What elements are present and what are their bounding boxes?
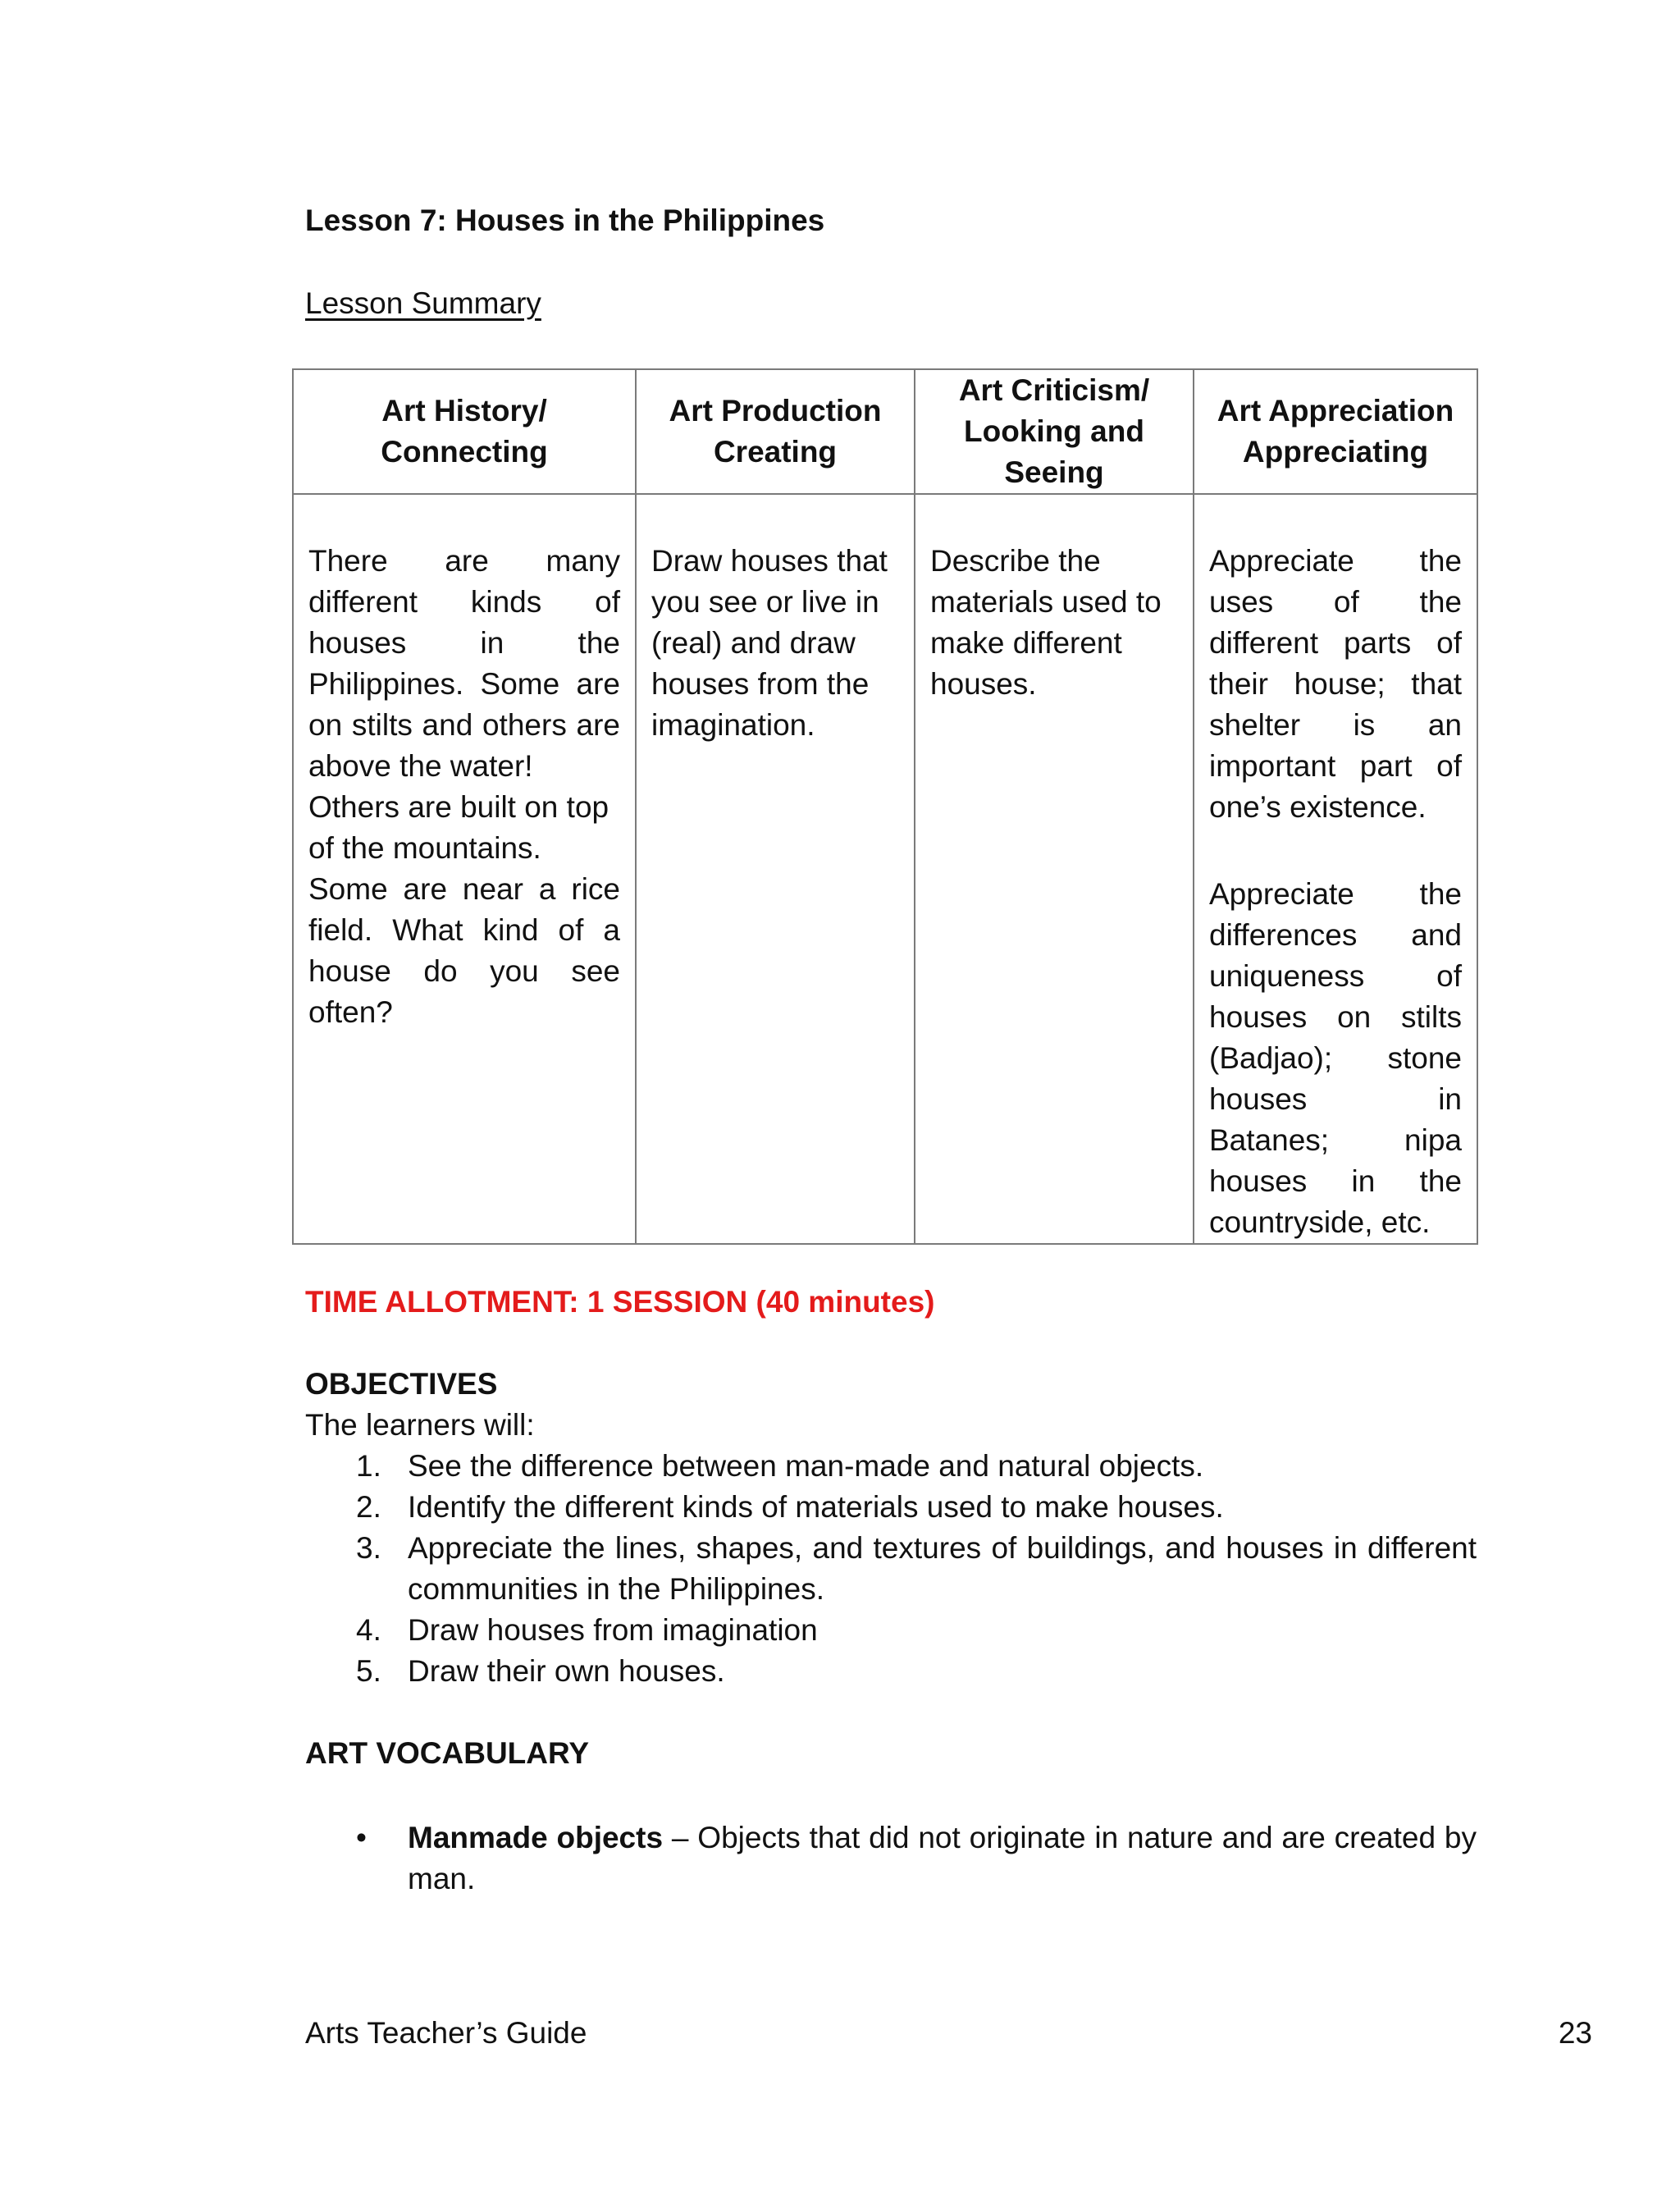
list-number: 1.	[356, 1449, 381, 1483]
time-allotment: TIME ALLOTMENT: 1 SESSION (40 minutes)	[305, 1285, 935, 1319]
header-art-production	[636, 369, 915, 494]
cell-art-history	[293, 494, 636, 1244]
header-line: Appreciating	[1242, 435, 1429, 469]
header-line: Art Production	[669, 394, 882, 427]
header-art-history	[293, 369, 636, 494]
list-text: Identify the different kinds of materials used to make houses.	[408, 1490, 1224, 1524]
objectives-heading: OBJECTIVES	[305, 1367, 498, 1401]
list-number: 3.	[356, 1531, 381, 1565]
vocabulary-item	[345, 1817, 1477, 1900]
header-line: Creating	[713, 435, 838, 469]
cell-paragraph: Others are built on top of the mountains.	[308, 790, 609, 865]
list-text: Draw their own houses.	[408, 1654, 725, 1688]
cell-art-appreciation	[1194, 494, 1477, 1244]
header-line: Seeing	[1004, 455, 1104, 489]
list-text: Draw houses from imagination	[408, 1613, 818, 1647]
header-line: Looking and	[964, 414, 1144, 448]
footer-guide-title: Arts Teacher’s Guide	[305, 2016, 587, 2050]
cell-art-production	[636, 494, 915, 1244]
list-item	[345, 1487, 1477, 1528]
list-item	[345, 1446, 1477, 1487]
vocabulary-entry	[408, 1817, 1477, 1900]
header-line: Art Criticism/	[958, 373, 1150, 407]
header-art-appreciation	[1194, 369, 1477, 494]
vocabulary-term: Manmade objects	[408, 1821, 664, 1854]
art-vocabulary-heading: ART VOCABULARY	[305, 1736, 590, 1770]
cell-paragraph: Appreciate the differences and uniqueness of houses on stilts (Badjao); stone houses in Batanes; nipa houses in the countryside, etc.	[1209, 877, 1462, 1239]
cell-paragraph: Some are near a rice field. What kind of a house do you see often?	[308, 872, 620, 1029]
lesson-summary-table	[292, 368, 1478, 1245]
list-number: 2.	[356, 1490, 381, 1524]
page-number: 23	[1558, 2016, 1592, 2050]
header-line: Art Appreciation	[1217, 394, 1454, 427]
table-header-row	[293, 369, 1477, 494]
cell-paragraph: Appreciate the uses of the different parts of their house; that shelter is an important part of one’s existence.	[1209, 544, 1462, 824]
bullet-icon: •	[356, 1821, 367, 1854]
list-text: See the difference between man-made and natural objects.	[408, 1449, 1204, 1483]
list-number: 4.	[356, 1613, 381, 1647]
objectives-list	[345, 1446, 1477, 1692]
header-line: Connecting	[381, 435, 548, 469]
cell-paragraph: Describe the materials used to make different houses.	[930, 544, 1162, 701]
table-content-row	[293, 494, 1477, 1244]
header-art-criticism	[915, 369, 1194, 494]
list-number: 5.	[356, 1654, 381, 1688]
cell-paragraph: Draw houses that you see or live in (real) and draw houses from the imagination.	[651, 544, 888, 742]
list-item	[345, 1610, 1477, 1651]
lesson-title: Lesson 7: Houses in the Philippines	[305, 203, 825, 237]
objectives-intro: The learners will:	[305, 1408, 535, 1442]
vocabulary-definition: – Objects that did not originate in nature and are created by man.	[408, 1821, 1477, 1895]
header-line: Art History/	[381, 394, 547, 427]
cell-paragraph: There are many different kinds of houses in the Philippines. Some are on stilts and others are above the water!	[308, 544, 620, 783]
list-item	[345, 1528, 1477, 1610]
cell-art-criticism	[915, 494, 1194, 1244]
list-item	[345, 1651, 1477, 1692]
lesson-summary-heading: Lesson Summary	[305, 286, 541, 320]
list-text: Appreciate the lines, shapes, and textures of buildings, and houses in different communities in the Philippines.	[408, 1531, 1477, 1606]
